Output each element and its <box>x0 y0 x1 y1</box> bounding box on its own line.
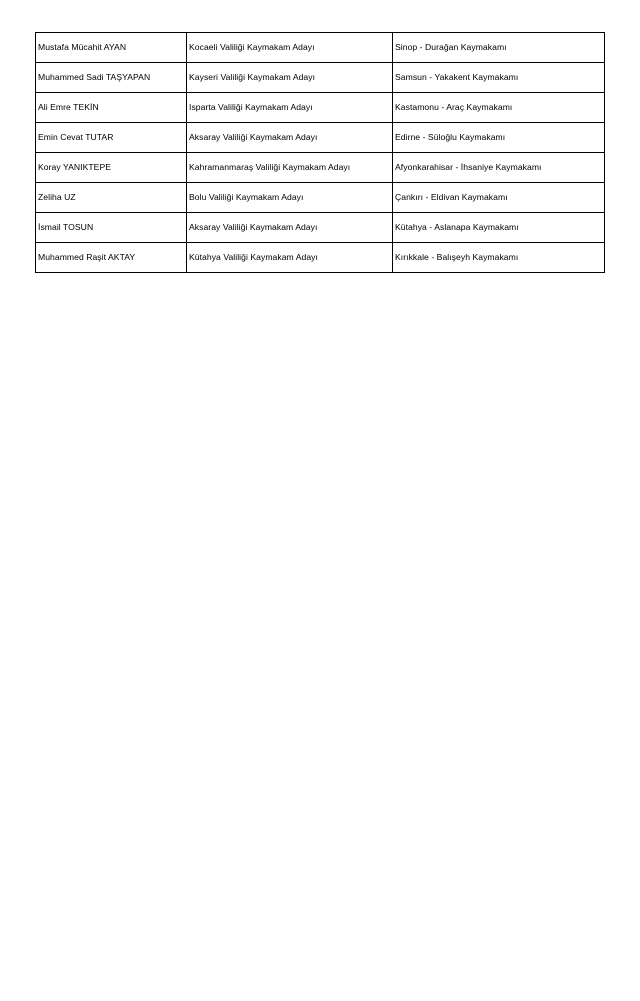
table-row <box>36 123 605 153</box>
appointment-cell: Sinop - Durağan Kaymakamı <box>393 33 605 63</box>
appointment-cell: Edirne - Süloğlu Kaymakamı <box>393 123 605 153</box>
person-name-cell: Koray YANIKTEPE <box>36 153 187 183</box>
appointment-cell: Kastamonu - Araç Kaymakamı <box>393 93 605 123</box>
table-row <box>36 243 605 273</box>
current-post-cell: Kütahya Valiliği Kaymakam Adayı <box>187 243 393 273</box>
table-row <box>36 213 605 243</box>
appointment-cell: Samsun - Yakakent Kaymakamı <box>393 63 605 93</box>
current-post-cell: Kayseri Valiliği Kaymakam Adayı <box>187 63 393 93</box>
appointments-table <box>35 32 605 273</box>
current-post-cell: Aksaray Valiliği Kaymakam Adayı <box>187 213 393 243</box>
person-name-cell: Mustafa Mücahit AYAN <box>36 33 187 63</box>
person-name-cell: Ali Emre TEKİN <box>36 93 187 123</box>
current-post-cell: Kahramanmaraş Valiliği Kaymakam Adayı <box>187 153 393 183</box>
table-row <box>36 63 605 93</box>
table-row <box>36 33 605 63</box>
current-post-cell: Bolu Valiliği Kaymakam Adayı <box>187 183 393 213</box>
table-row <box>36 183 605 213</box>
current-post-cell: Kocaeli Valiliği Kaymakam Adayı <box>187 33 393 63</box>
person-name-cell: Muhammed Raşit AKTAY <box>36 243 187 273</box>
appointment-cell: Çankırı - Eldivan Kaymakamı <box>393 183 605 213</box>
table-row <box>36 153 605 183</box>
person-name-cell: Muhammed Sadi TAŞYAPAN <box>36 63 187 93</box>
appointment-cell: Kütahya - Aslanapa Kaymakamı <box>393 213 605 243</box>
current-post-cell: Isparta Valiliği Kaymakam Adayı <box>187 93 393 123</box>
appointment-cell: Kırıkkale - Balışeyh Kaymakamı <box>393 243 605 273</box>
appointment-cell: Afyonkarahisar - İhsaniye Kaymakamı <box>393 153 605 183</box>
current-post-cell: Aksaray Valiliği Kaymakam Adayı <box>187 123 393 153</box>
person-name-cell: Emin Cevat TUTAR <box>36 123 187 153</box>
person-name-cell: Zeliha UZ <box>36 183 187 213</box>
table-row <box>36 93 605 123</box>
person-name-cell: İsmail TOSUN <box>36 213 187 243</box>
